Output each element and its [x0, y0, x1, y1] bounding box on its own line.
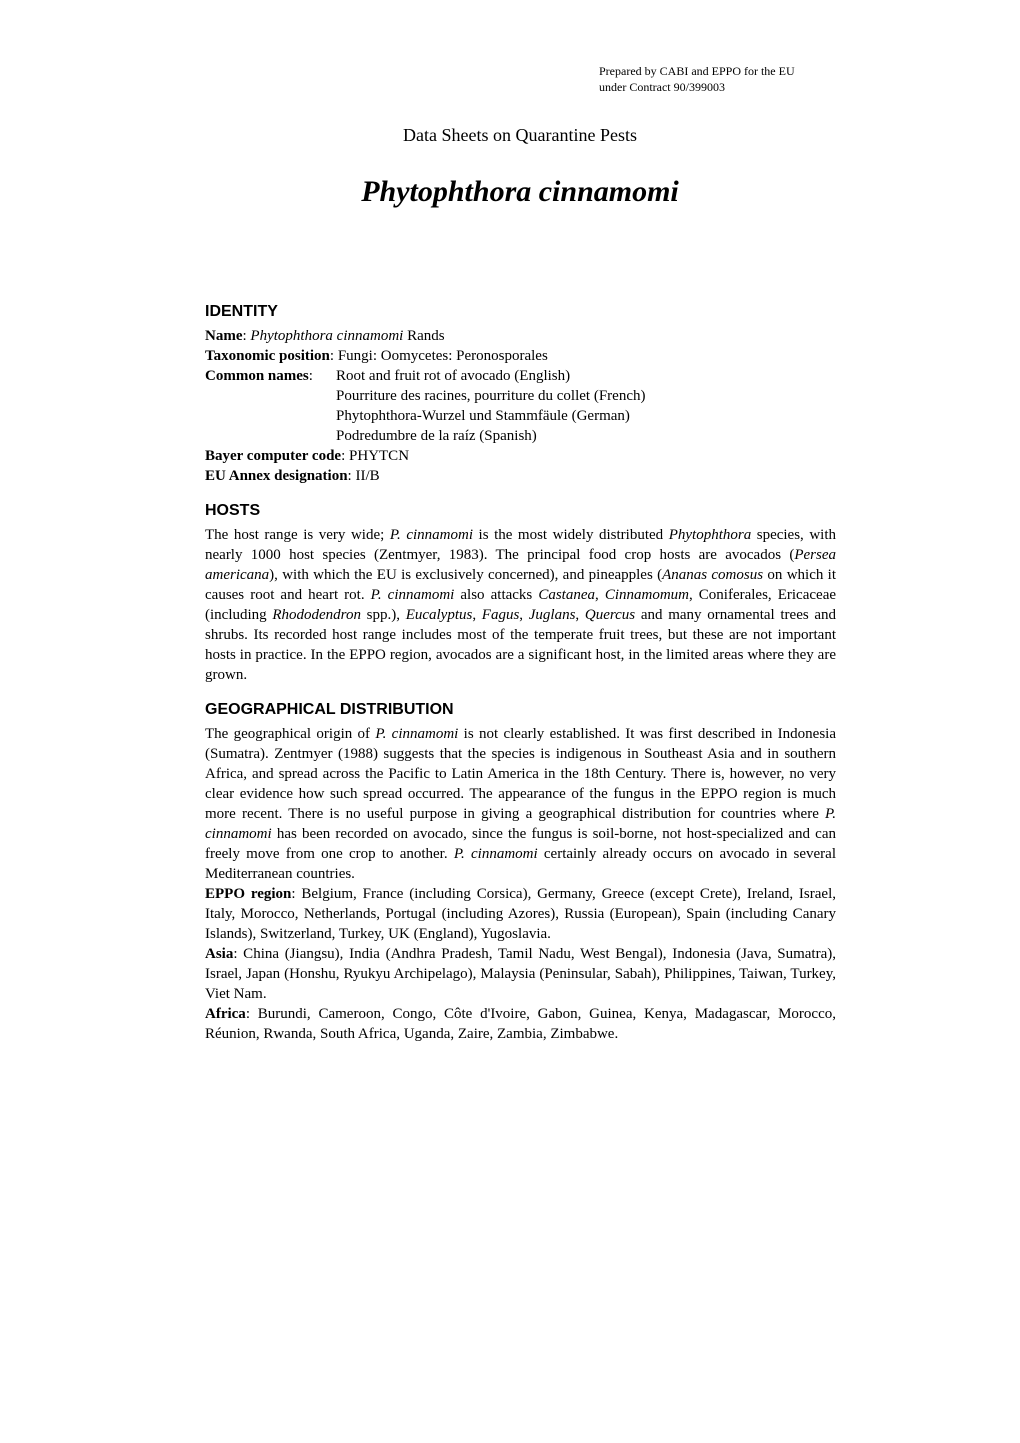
taxonomic-value: Fungi: Oomycetes: Peronosporales — [337, 348, 548, 364]
name-author: Rands — [403, 328, 445, 344]
name-label: Name — [205, 328, 243, 344]
name-line: Name: Phytophthora cinnamomi Rands — [205, 328, 445, 344]
common-names-list — [336, 366, 645, 446]
bayer-code-line: Bayer computer code: PHYTCN — [205, 448, 410, 464]
header-note-line-1: Prepared by CABI and EPPO for the EU — [599, 64, 795, 78]
asia-paragraph — [205, 944, 836, 1004]
name-value: Phytophthora cinnamomi — [250, 328, 404, 344]
series-title: Data Sheets on Quarantine Pests — [403, 125, 637, 145]
common-names-label-cell: Common names: — [205, 368, 313, 384]
eppo-region-label: EPPO region — [205, 886, 292, 902]
common-name-french: Pourriture des racines, pourriture du collet (French) — [336, 388, 646, 404]
header-note-line-2: under Contract 90/399003 — [599, 80, 725, 94]
hosts-paragraph: The host range is very wide; P. cinnamomi is the most widely distributed Phytophthora species, with nearly 1000 host species (Zentmyer, 1983). The principal food crop hosts are avocados (Persea americana), with which the EU is exclusively concerned), and pineapples (Ananas comosus on which it causes root and heart rot. P. cinnamomi also attacks Castanea, Cinnamomum, Coniferales, Ericaceae (including Rhododendron spp.), Eucalyptus, Fagus, Juglans, Quercus and many ornamental trees and shrubs. Its recorded host range includes most of the temperate fruit trees, but these are not important hosts in practice. In the EPPO region, avocados are a significant host, in the limited areas where they are grown. — [205, 527, 837, 683]
common-names-block — [205, 366, 836, 446]
asia-label: Asia — [205, 946, 234, 962]
distribution-heading: GEOGRAPHICAL DISTRIBUTION — [205, 701, 454, 718]
hosts-section — [205, 501, 836, 685]
taxonomic-line: Taxonomic position: Fungi: Oomycetes: Peronosporales — [205, 348, 548, 364]
bayer-code-label: Bayer computer code — [205, 448, 342, 464]
distribution-section — [205, 700, 836, 1044]
africa-label: Africa — [205, 1006, 246, 1022]
asia-text: : China (Jiangsu), India (Andhra Pradesh, Tamil Nadu, West Bengal), Indonesia (Java, Sumatra), Israel, Japan (Honshu, Ryukyu Archipelago), Malaysia (Peninsular, Sabah), Philippines, Taiwan, Turkey, Viet Nam. — [205, 946, 836, 1002]
identity-heading: IDENTITY — [205, 303, 278, 320]
eppo-region-text: : Belgium, France (including Corsica), Germany, Greece (except Crete), Ireland, Israel, Italy, Morocco, Netherlands, Portugal (including Azores), Russia (European), Spain (including Canary Islands), Switzerland, Turkey, UK (England), Yugoslavia. — [205, 886, 836, 942]
hosts-heading: HOSTS — [205, 502, 261, 519]
identity-section — [205, 302, 836, 486]
annex-value: II/B — [355, 468, 380, 484]
document-body — [205, 302, 836, 1059]
bayer-code-value: PHYTCN — [349, 448, 410, 464]
common-name-german: Phytophthora-Wurzel und Stammfäule (German) — [336, 408, 630, 424]
distribution-paragraph: The geographical origin of P. cinnamomi is not clearly established. It was first described in Indonesia (Sumatra). Zentmyer (1988) suggests that the species is indigenous in Southeast Asia and in southern Africa, and spread across the Pacific to Latin America in the 18th Century. There is, however, no very clear evidence how such spread occurred. The appearance of the fungus in the EPPO region is much more recent. There is no useful purpose in giving a geographical distribution for countries where P. cinnamomi has been recorded on avocado, since the fungus is soil-borne, not host-specialized and can freely move from one crop to another. P. cinnamomi certainly already occurs on avocado in several Mediterranean countries. — [205, 726, 837, 882]
common-name-english: Root and fruit rot of avocado (English) — [336, 368, 571, 384]
annex-line: EU Annex designation: II/B — [205, 468, 380, 484]
taxonomic-label: Taxonomic position — [205, 348, 330, 364]
africa-text: : Burundi, Cameroon, Congo, Côte d'Ivoire, Gabon, Guinea, Kenya, Madagascar, Morocco, Réunion, Rwanda, South Africa, Uganda, Zaire, Zambia, Zimbabwe. — [205, 1006, 836, 1042]
annex-label: EU Annex designation — [205, 468, 348, 484]
common-name-spanish: Podredumbre de la raíz (Spanish) — [336, 428, 537, 444]
common-names-label: Common names — [205, 368, 309, 384]
eppo-region-paragraph — [205, 884, 836, 944]
africa-paragraph — [205, 1004, 836, 1044]
page-title: Phytophthora cinnamomi — [361, 175, 679, 208]
header-note — [599, 63, 795, 95]
